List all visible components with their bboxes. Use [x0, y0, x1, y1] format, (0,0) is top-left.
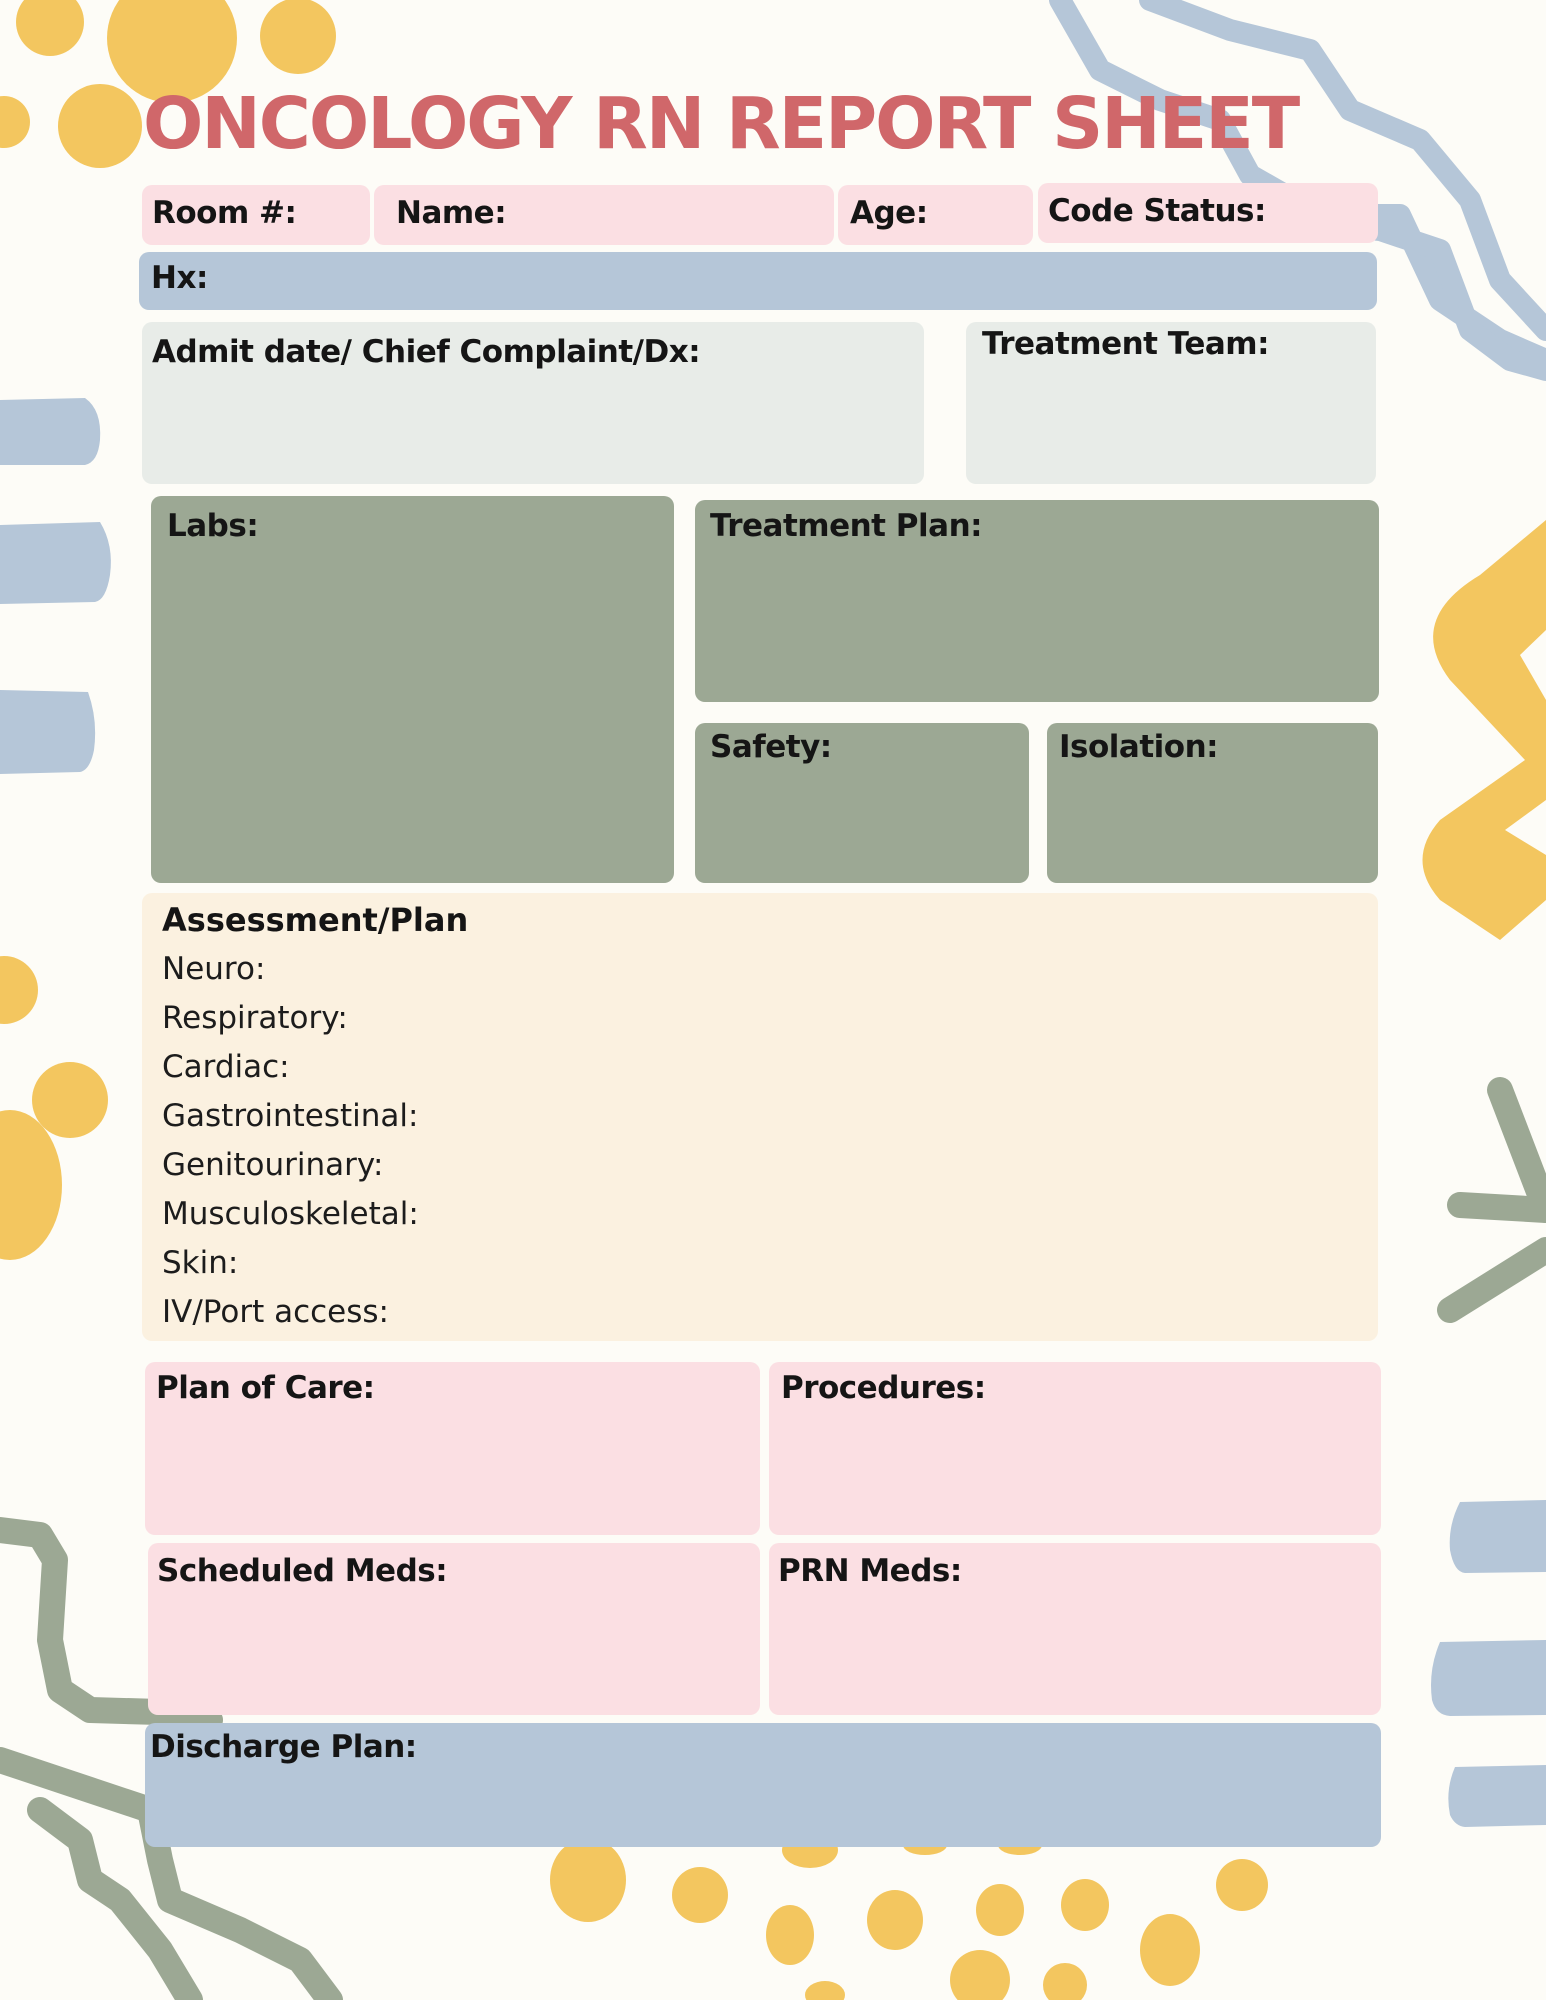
treatment-plan-label: Treatment Plan: [710, 508, 983, 544]
prn-meds-label: PRN Meds: [778, 1553, 962, 1589]
isolation-label: Isolation: [1059, 729, 1219, 765]
assessment-plan-title: Assessment/Plan [162, 901, 469, 939]
hx-label: Hx: [151, 260, 208, 296]
hx-field[interactable] [139, 252, 1377, 310]
sage-star-right [1450, 1090, 1546, 1310]
admit-label: Admit date/ Chief Complaint/Dx: [152, 334, 701, 370]
plan-of-care-field[interactable] [145, 1362, 760, 1535]
isolation-field[interactable] [1047, 723, 1378, 883]
assessment-item-iv-port-access: IV/Port access: [162, 1294, 390, 1330]
procedures-label: Procedures: [781, 1370, 986, 1406]
treatment-plan-field[interactable] [695, 500, 1379, 702]
name-field[interactable] [374, 185, 834, 245]
yellow-zigzag-right [1423, 520, 1546, 940]
code-status-field[interactable] [1038, 183, 1378, 243]
safety-field[interactable] [695, 723, 1029, 883]
yellow-dots-left [0, 956, 108, 1260]
blue-bars-right [1431, 1500, 1546, 1827]
safety-label: Safety: [710, 729, 832, 765]
yellow-dots-bottom [550, 1832, 1268, 2000]
scheduled-meds-label: Scheduled Meds: [157, 1553, 448, 1589]
assessment-plan-section[interactable] [142, 893, 1378, 1341]
age-label: Age: [850, 195, 928, 231]
code-status-label: Code Status: [1048, 193, 1266, 229]
age-field[interactable] [838, 185, 1033, 245]
procedures-field[interactable] [769, 1362, 1381, 1535]
assessment-item-cardiac: Cardiac: [162, 1049, 290, 1085]
treatment-team-label: Treatment Team: [982, 326, 1269, 362]
assessment-item-musculoskeletal: Musculoskeletal: [162, 1196, 419, 1232]
room-field[interactable] [142, 185, 370, 245]
prn-meds-field[interactable] [769, 1543, 1381, 1715]
assessment-item-neuro: Neuro: [162, 951, 266, 987]
assessment-item-respiratory: Respiratory: [162, 1000, 348, 1036]
labs-field[interactable] [151, 496, 674, 883]
room-label: Room #: [152, 195, 297, 231]
assessment-list [162, 945, 419, 1337]
treatment-team-field[interactable] [966, 322, 1376, 484]
plan-of-care-label: Plan of Care: [156, 1370, 375, 1406]
assessment-item-gastrointestinal: Gastrointestinal: [162, 1098, 419, 1134]
page-title: ONCOLOGY RN REPORT SHEET [143, 82, 1299, 165]
name-label: Name: [396, 195, 507, 231]
assessment-item-genitourinary: Genitourinary: [162, 1147, 384, 1183]
scheduled-meds-field[interactable] [148, 1543, 760, 1715]
labs-label: Labs: [167, 508, 259, 544]
discharge-plan-label: Discharge Plan: [150, 1729, 417, 1765]
discharge-plan-field[interactable] [145, 1723, 1381, 1847]
blue-bars-left [0, 398, 111, 774]
assessment-item-skin: Skin: [162, 1245, 239, 1281]
admit-field[interactable] [142, 322, 924, 484]
